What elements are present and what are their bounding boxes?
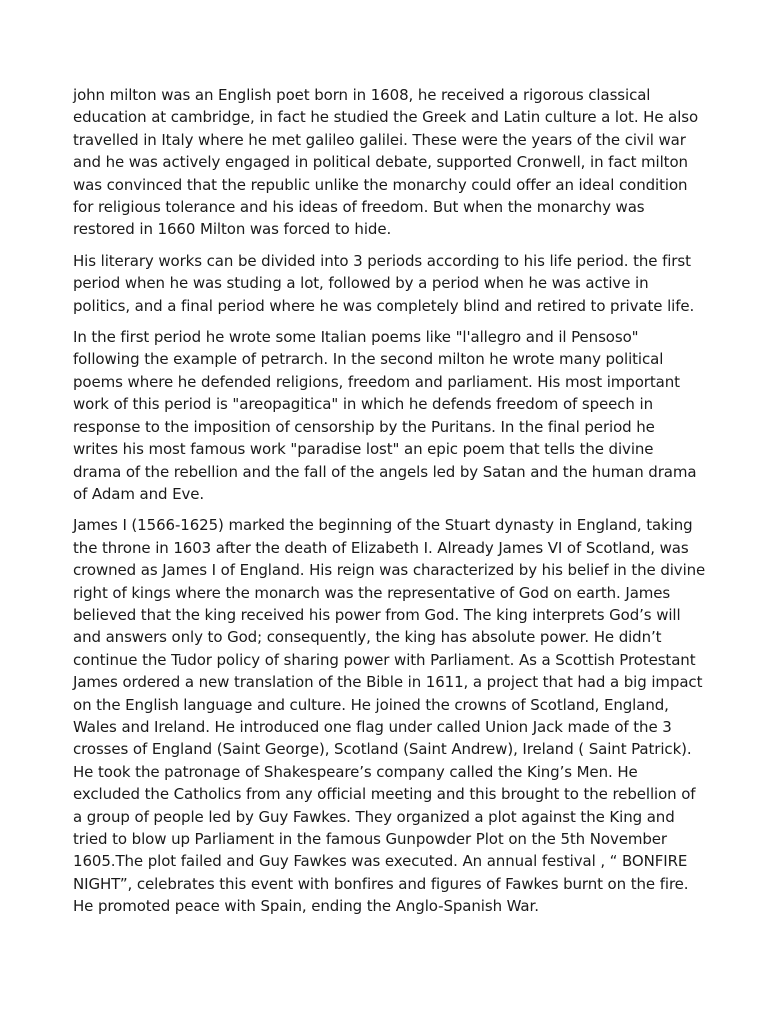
text-line: His literary works can be divided into 3 periods according to his life period. the first [73, 251, 691, 270]
text-line: education at cambridge, in fact he studied the Greek and Latin culture a lot. He also [73, 108, 699, 127]
text-line: crosses of England (Saint George), Scotland (Saint Andrew), Ireland ( Saint Patrick). [73, 740, 692, 759]
paragraph-literary-periods [73, 250, 698, 317]
text-line: right of kings where the monarch was the representative of God on earth. James [73, 583, 671, 602]
text-line: He promoted peace with Spain, ending the Anglo-Spanish War. [73, 897, 539, 916]
text-line: In the first period he wrote some Italian poems like "l'allegro and il Pensoso" [73, 328, 639, 347]
text-line: and answers only to God; consequently, the king has absolute power. He didn’t [73, 628, 662, 647]
paragraph-milton-biography [73, 84, 698, 241]
paragraph-james-i [73, 514, 706, 917]
text-line: restored in 1660 Milton was forced to hide. [73, 220, 392, 239]
text-line: believed that the king received his power from God. The king interprets God’s will [73, 605, 681, 624]
text-line: response to the imposition of censorship by the Puritans. In the final period he [73, 417, 655, 436]
text-line: travelled in Italy where he met galileo galilei. These were the years of the civil war [73, 130, 686, 149]
text-line: NIGHT”, celebrates this event with bonfires and figures of Fawkes burnt on the fire. [73, 874, 689, 893]
text-line: work of this period is "areopagitica" in which he defends freedom of speech in [73, 395, 653, 414]
text-line: 1605.The plot failed and Guy Fawkes was executed. An annual festival , “ BONFIRE [73, 852, 688, 871]
paragraph-milton-works [73, 326, 698, 505]
text-line: James I (1566-1625) marked the beginning of the Stuart dynasty in England, taking [73, 516, 693, 535]
text-line: following the example of petrarch. In the second milton he wrote many political [73, 350, 664, 369]
document-body [73, 84, 706, 927]
text-line: Wales and Ireland. He introduced one flag under called Union Jack made of the 3 [73, 717, 672, 736]
text-line: tried to blow up Parliament in the famous Gunpowder Plot on the 5th November [73, 830, 667, 848]
text-line: a group of people led by Guy Fawkes. They organized a plot against the King and [73, 807, 675, 826]
text-line: was convinced that the republic unlike the monarchy could offer an ideal condition [73, 175, 688, 194]
text-line: of Adam and Eve. [73, 484, 205, 503]
text-line: for religious tolerance and his ideas of freedom. But when the monarchy was [73, 198, 645, 217]
text-line: john milton was an English poet born in 1608, he received a rigorous classical [73, 86, 651, 104]
text-line: poems where he defended religions, freedom and parliament. His most important [73, 372, 680, 391]
text-line: and he was actively engaged in political debate, supported Cronwell, in fact milton [73, 153, 688, 172]
text-line: period when he was studing a lot, followed by a period when he was active in [73, 274, 649, 293]
text-line: drama of the rebellion and the fall of the angels led by Satan and the human drama [73, 462, 697, 481]
text-line: continue the Tudor policy of sharing power with Parliament. As a Scottish Protestant [73, 650, 696, 669]
text-line: crowned as James I of England. His reign was characterized by his belief in the divine [73, 561, 706, 580]
text-line: on the English language and culture. He joined the crowns of Scotland, England, [73, 695, 669, 714]
text-line: the throne in 1603 after the death of Elizabeth I. Already James VI of Scotland, was [73, 538, 689, 557]
text-line: politics, and a final period where he was completely blind and retired to private life. [73, 296, 695, 315]
text-line: James ordered a new translation of the Bible in 1611, a project that had a big impact [73, 673, 703, 692]
text-line: excluded the Catholics from any official meeting and this brought to the rebellion of [73, 785, 696, 804]
text-line: writes his most famous work "paradise lost" an epic poem that tells the divine [73, 440, 654, 459]
text-line: He took the patronage of Shakespeare’s company called the King’s Men. He [73, 762, 638, 781]
